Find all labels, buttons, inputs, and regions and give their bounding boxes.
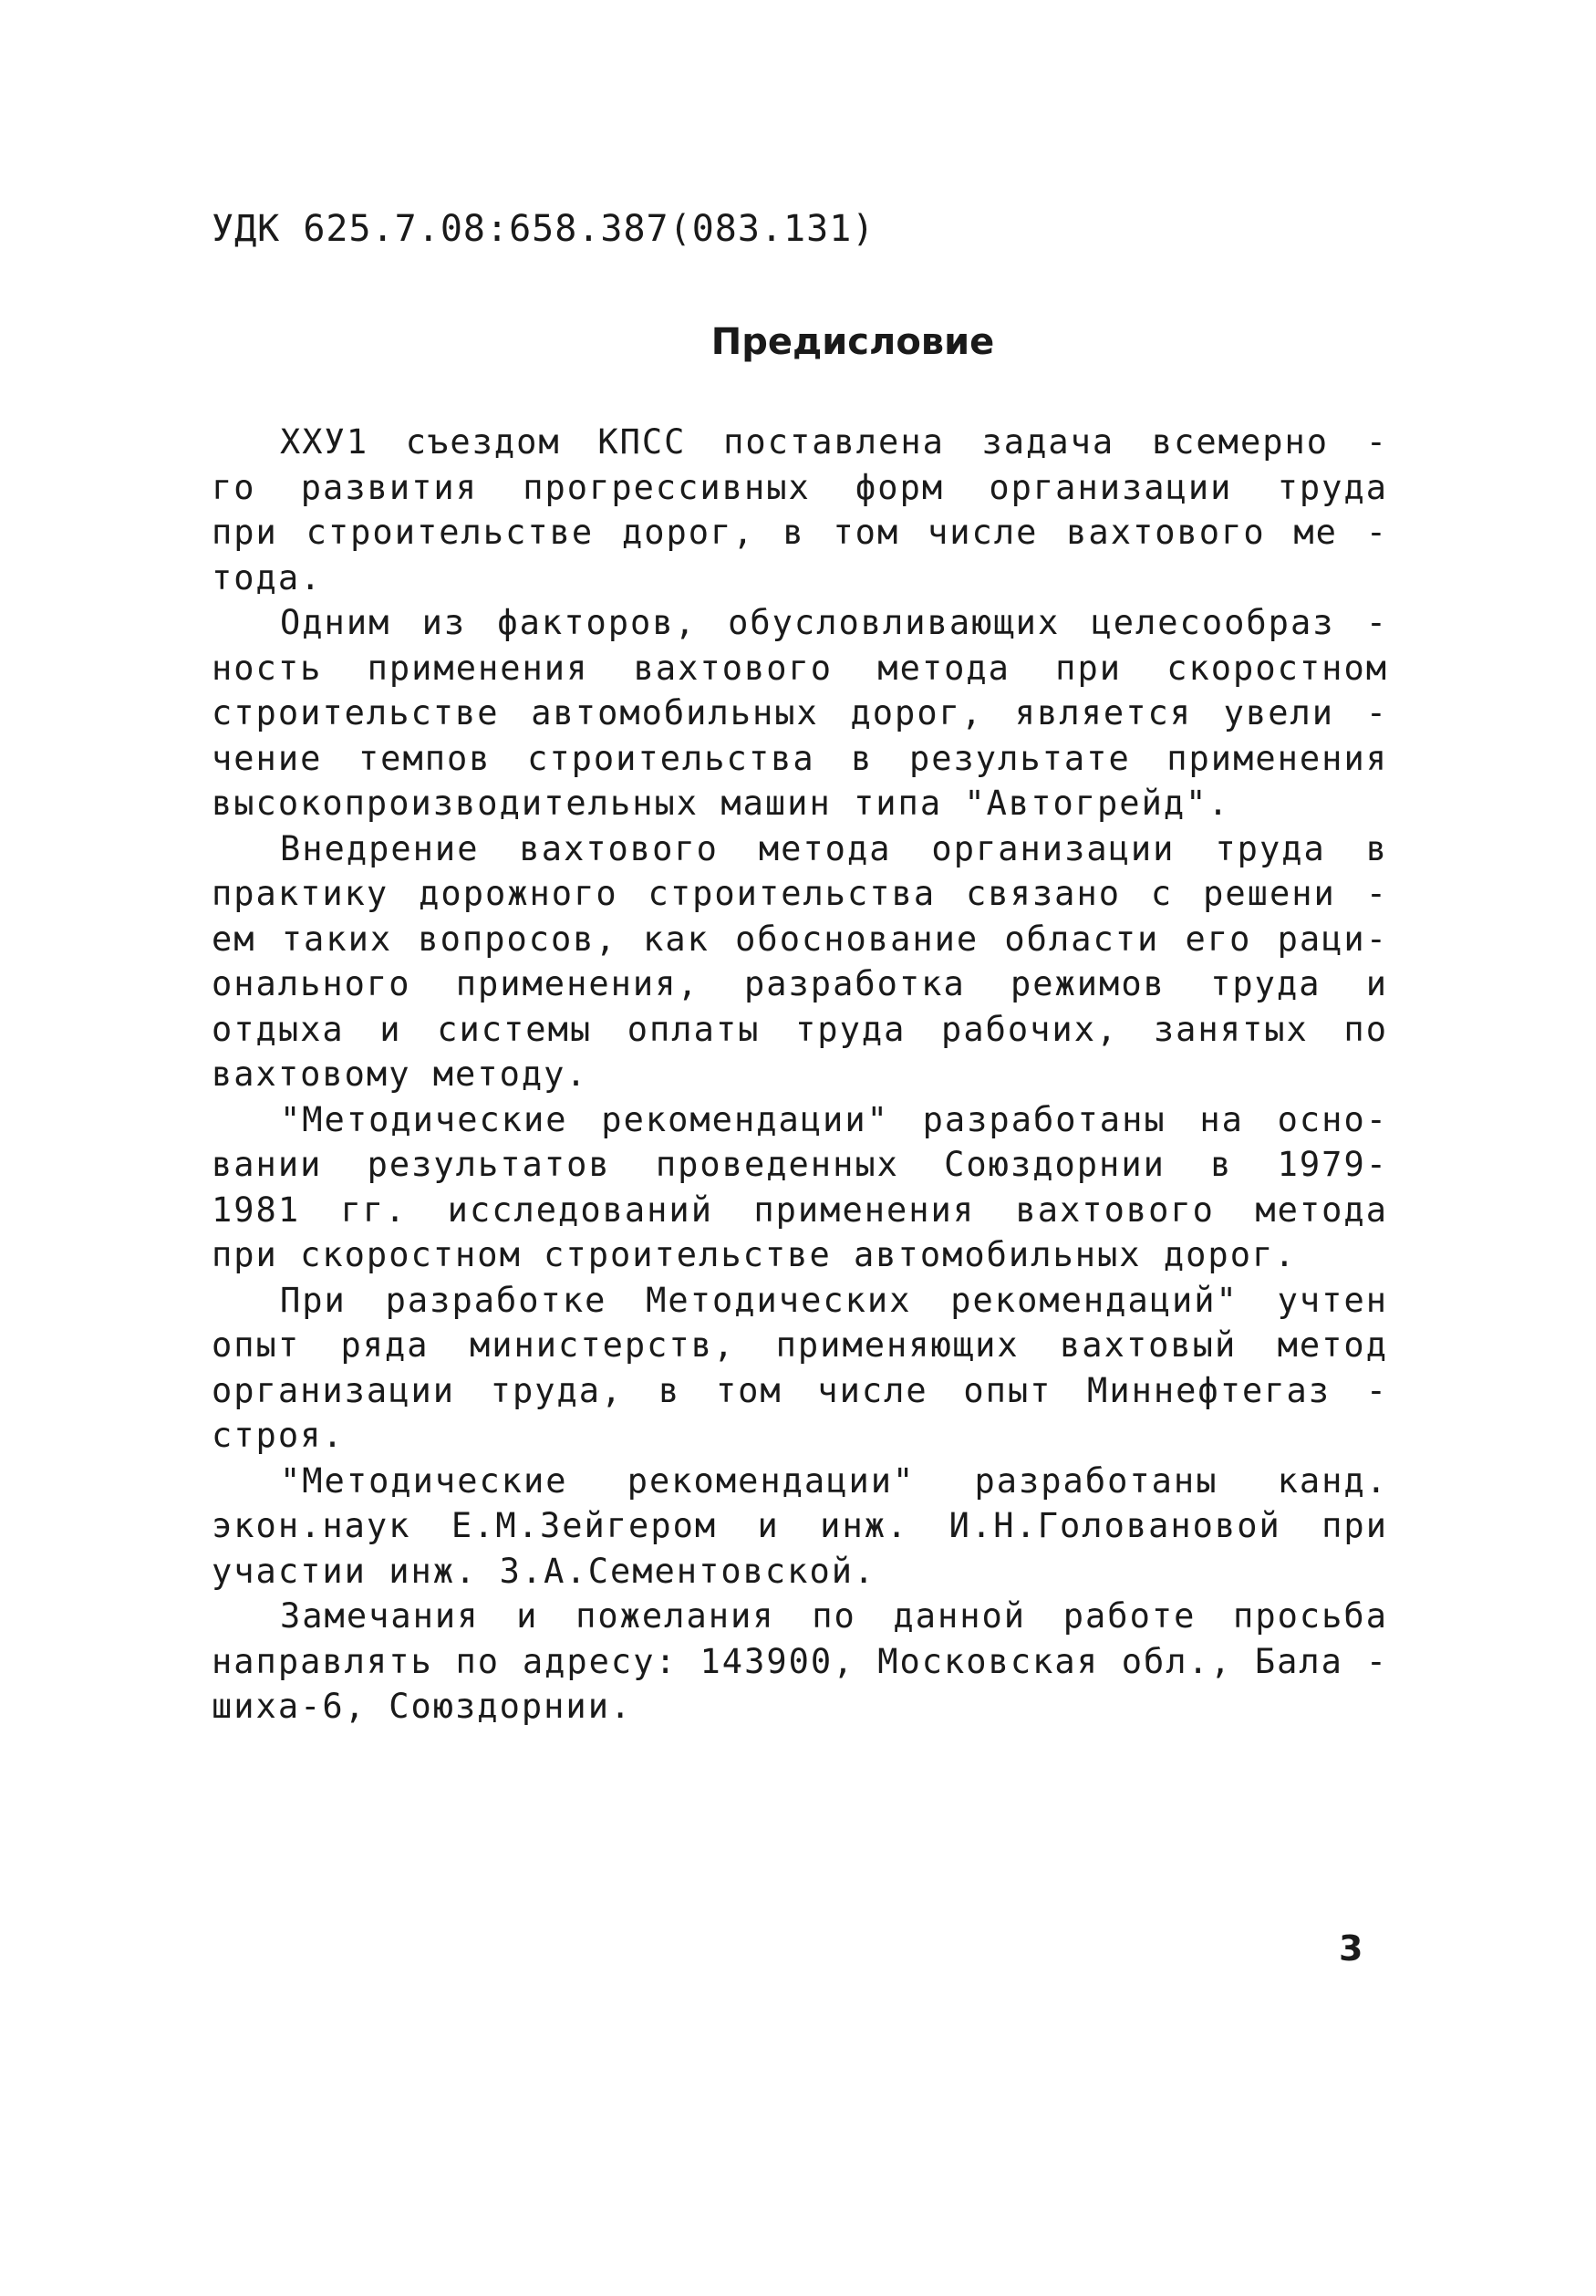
text-line: го развития прогрессивных форм организации труда: [212, 467, 1388, 507]
text-line: тода.: [212, 557, 323, 597]
page-number: 3: [1339, 1928, 1363, 1969]
preface-body: [212, 420, 1388, 1730]
text-line: организации труда, в том числе опыт Миннефтегаз -: [212, 1370, 1388, 1410]
paragraph: [212, 1278, 1388, 1459]
paragraph: [212, 600, 1388, 826]
section-title: Предисловие: [710, 321, 995, 363]
text-line: строя.: [212, 1416, 345, 1455]
text-line: опыт ряда министерств, применяющих вахтовый метод: [212, 1325, 1388, 1365]
text-line: высокопроизводительных машин типа "Автогрейд".: [212, 784, 1230, 823]
text-line: "Методические рекомендации" разработаны на осно-: [280, 1099, 1388, 1139]
text-line: вании результатов проведенных Союздорнии в 1979-: [212, 1145, 1388, 1184]
text-line: "Методические рекомендации" разработаны канд.: [280, 1460, 1388, 1501]
text-line: чение темпов строительства в результате применения: [212, 738, 1388, 778]
text-line: строительстве автомобильных дорог, является увели -: [212, 693, 1388, 732]
text-line: онального применения, разработка режимов труда и: [212, 964, 1388, 1003]
text-line: Одним из факторов, обусловливающих целесообраз -: [280, 603, 1388, 642]
udc-classification: УДК 625.7.08:658.387(083.131): [212, 208, 876, 250]
text-line: при скоростном строительстве автомобильных дорог.: [212, 1235, 1297, 1274]
paragraph: [212, 1097, 1388, 1278]
text-line: ем таких вопросов, как обоснование области его раци-: [212, 919, 1388, 959]
paragraph: [212, 826, 1388, 1097]
text-line: шиха-6, Союздорнии.: [212, 1687, 633, 1726]
text-line: экон.наук Е.М.Зейгером и инж. И.Н.Головановой при: [212, 1506, 1388, 1545]
text-line: вахтовому методу.: [212, 1054, 588, 1094]
text-line: Замечания и пожелания по данной работе просьба: [280, 1596, 1388, 1636]
paragraph: [212, 420, 1388, 600]
text-line: практику дорожного строительства связано с решени -: [212, 874, 1388, 913]
text-line: ность применения вахтового метода при скоростном: [212, 648, 1388, 688]
text-line: участии инж. З.А.Сементовской.: [212, 1551, 876, 1591]
paragraph: [212, 1594, 1388, 1730]
text-line: при строительстве дорог, в том числе вахтового ме -: [212, 513, 1388, 552]
text-line: ХХУ1 съездом КПСС поставлена задача всемерно -: [280, 422, 1388, 462]
text-line: При разработке Методических рекомендаций" учтен: [280, 1280, 1388, 1320]
text-line: 1981 гг. исследований применения вахтового метода: [212, 1190, 1388, 1230]
text-line: направлять по адресу: 143900, Московская обл., Бала -: [212, 1641, 1388, 1681]
text-line: отдыха и системы оплаты труда рабочих, занятых по: [212, 1009, 1388, 1049]
paragraph: [212, 1459, 1388, 1595]
text-line: Внедрение вахтового метода организации труда в: [280, 828, 1388, 868]
